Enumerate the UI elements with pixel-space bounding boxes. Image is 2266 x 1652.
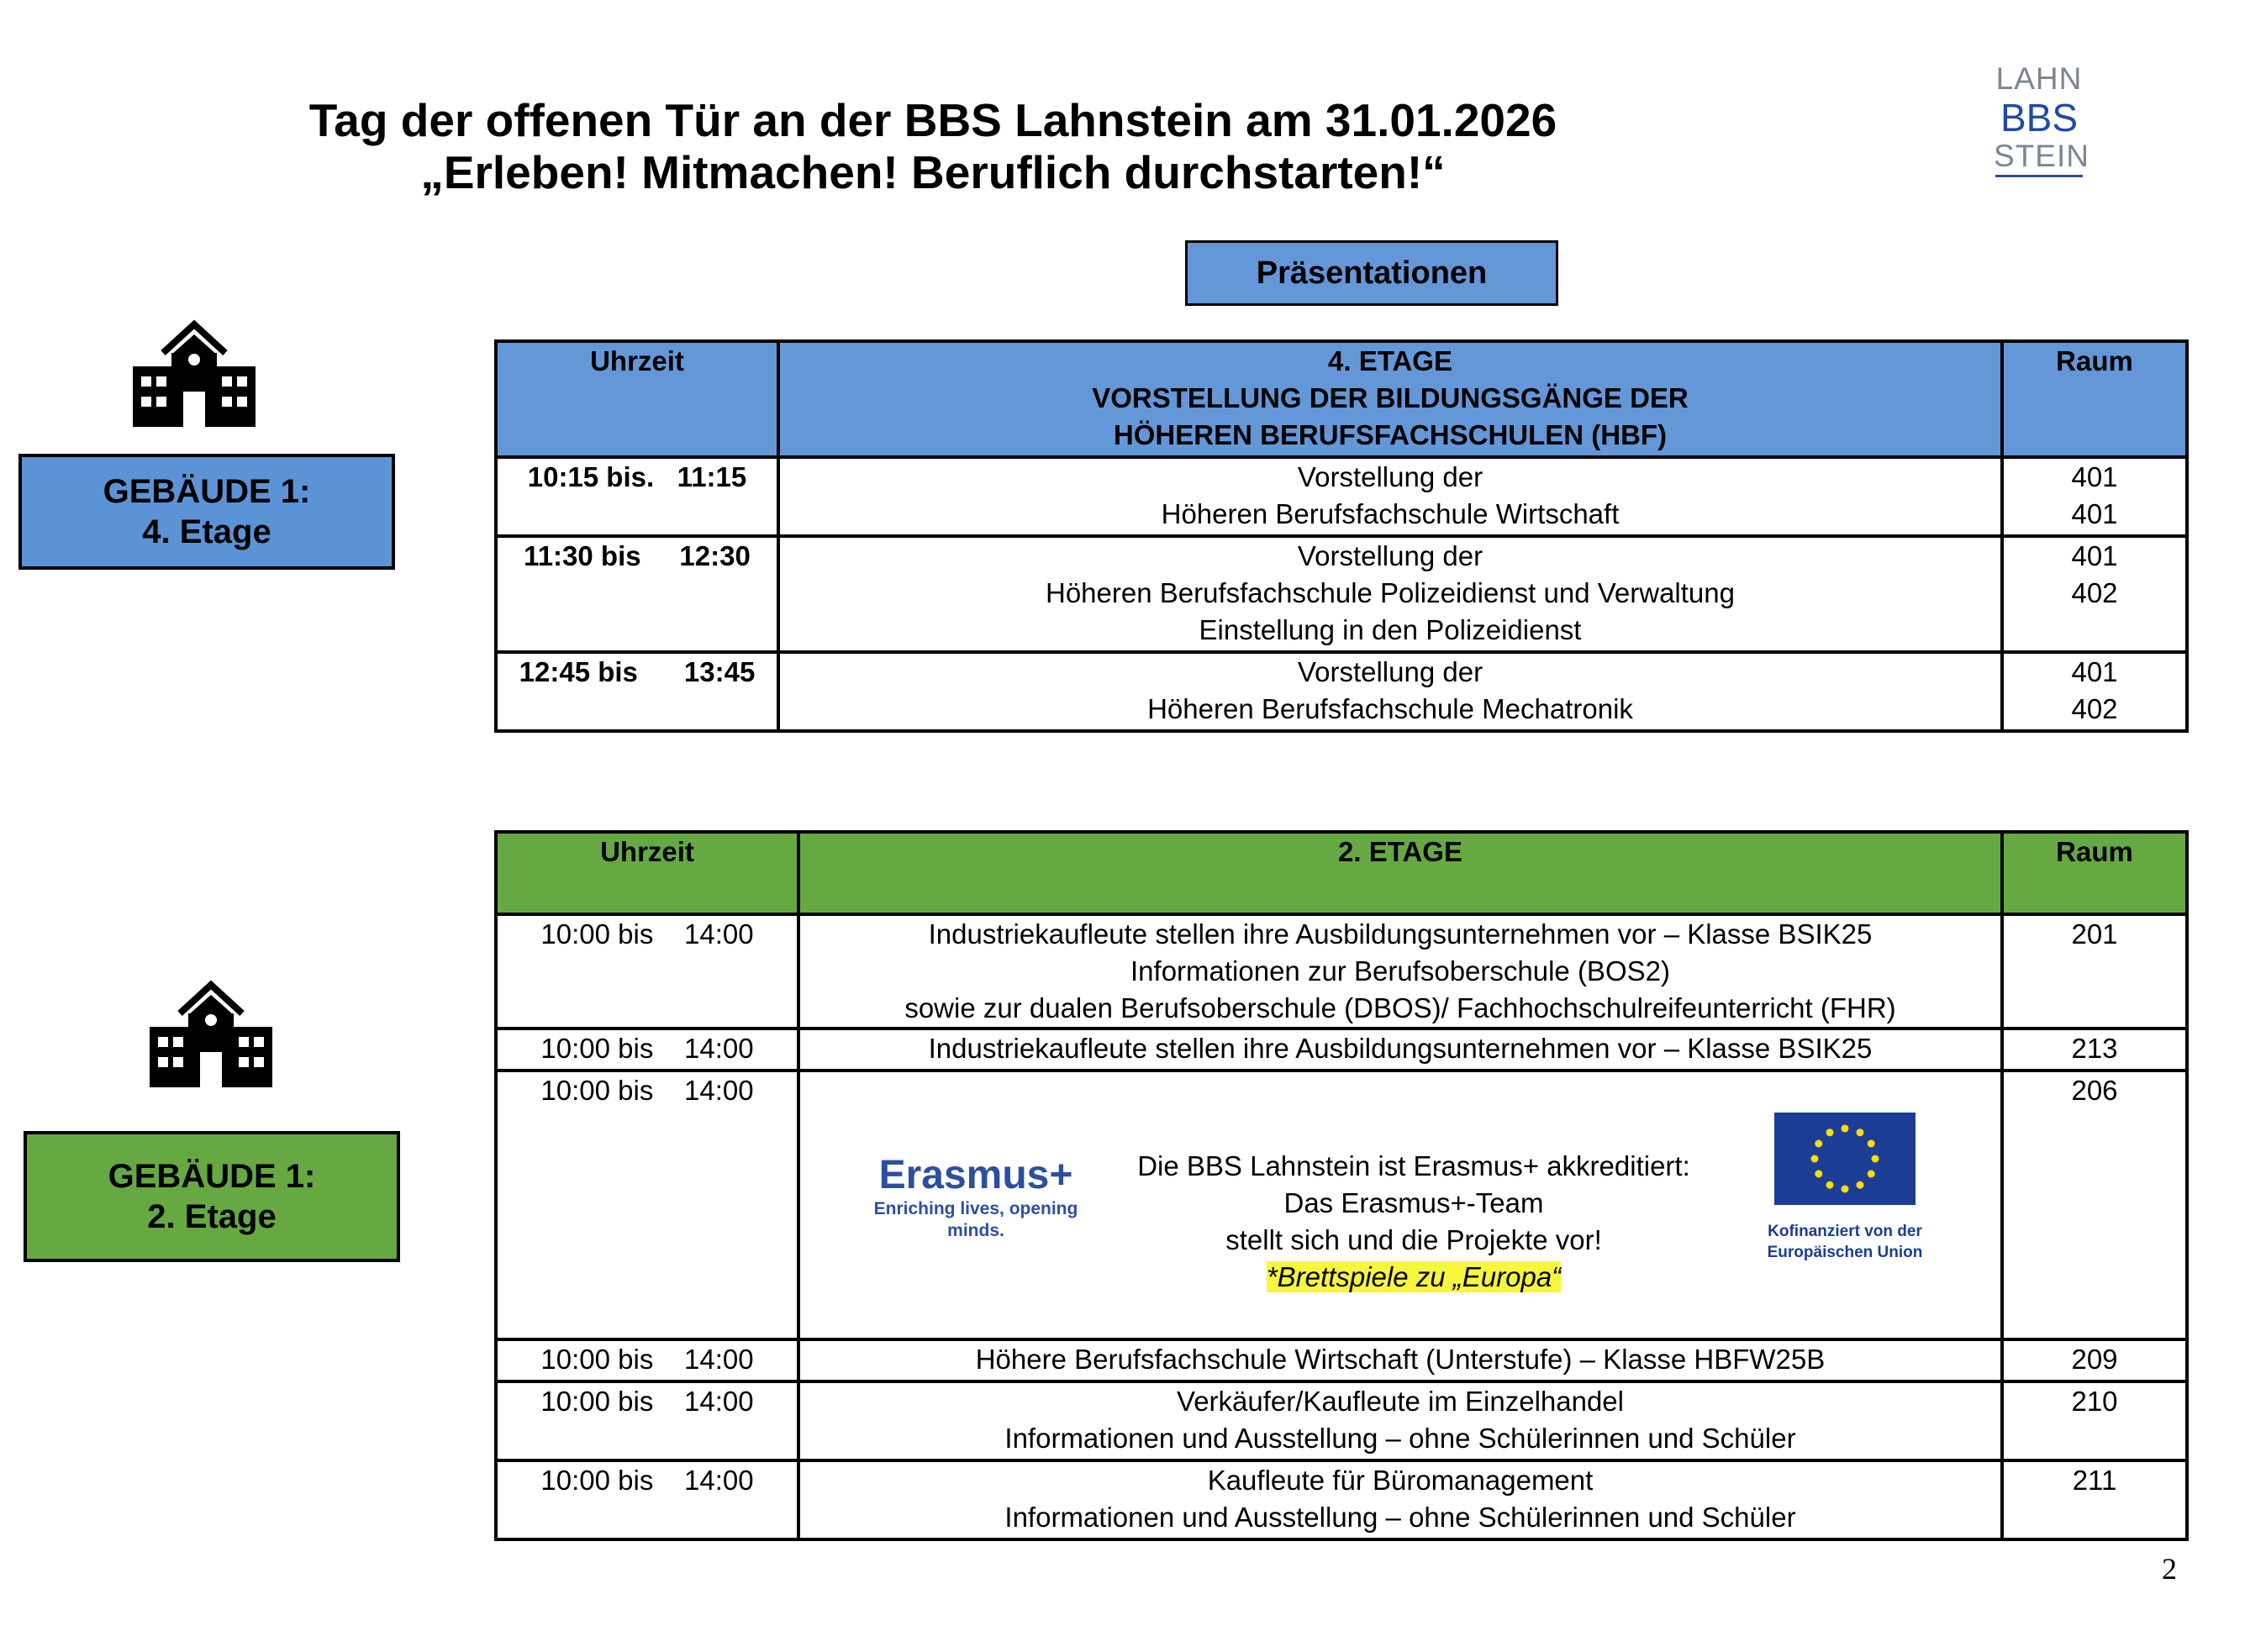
table-header-row (496, 832, 2187, 914)
description-line: Vorstellung der (1297, 540, 1483, 571)
row-room: 201 (2002, 914, 2187, 1029)
description-line: Einstellung in den Polizeidienst (1199, 614, 1582, 645)
header-floor-title (778, 341, 2002, 457)
row-description (798, 1381, 2002, 1460)
description-line: stellt sich und die Projekte vor! (1225, 1224, 1602, 1255)
room-number: 401 (2071, 461, 2118, 492)
header-time: Uhrzeit (496, 832, 798, 914)
row-room: 209 (2002, 1339, 2187, 1381)
room-number: 401 (2071, 498, 2118, 529)
building-label-line2: 4. Etage (142, 513, 271, 550)
table-row (496, 914, 2187, 1029)
eu-star (1826, 1181, 1834, 1189)
building-label-floor4 (18, 454, 395, 570)
eu-star (1872, 1155, 1879, 1163)
row-time: 10:00 bis 14:00 (496, 1460, 798, 1539)
table-header-row (496, 341, 2187, 457)
header-floor-title: 2. ETAGE (798, 832, 2002, 914)
row-room: 211 (2002, 1460, 2187, 1539)
row-time: 11:30 bis 12:30 (496, 536, 778, 652)
table-row-erasmus (496, 1071, 2187, 1339)
row-description (798, 914, 2002, 1029)
row-time: 10:00 bis 14:00 (496, 1029, 798, 1071)
school-building-icon (148, 976, 274, 1087)
school-logo (1994, 61, 2089, 177)
row-description (798, 1071, 2002, 1339)
row-room (2002, 652, 2187, 731)
description-line: Informationen zur Berufsoberschule (BOS2) (1130, 955, 1670, 986)
description-line: sowie zur dualen Berufsoberschule (DBOS)/ Fachhochschulreifeunterricht (FHR) (904, 992, 1896, 1023)
eu-star (1815, 1171, 1822, 1178)
eu-star (1857, 1181, 1864, 1189)
description-line: Die BBS Lahnstein ist Erasmus+ akkreditiert: (1137, 1150, 1690, 1181)
table-row (496, 1339, 2187, 1381)
page-number: 2 (2162, 1552, 2177, 1586)
eu-star (1826, 1129, 1834, 1136)
eu-cofunding-logo (1757, 1113, 1933, 1263)
row-room (2002, 536, 2187, 652)
logo-underline (1995, 175, 2083, 177)
description-line: Informationen und Ausstellung – ohne Schülerinnen und Schüler (1004, 1502, 1796, 1533)
header-room: Raum (2002, 341, 2187, 457)
eu-star (1868, 1140, 1875, 1148)
building-label-line2: 2. Etage (147, 1198, 277, 1235)
presentations-label: Präsentationen (1185, 240, 1558, 306)
table-row (496, 457, 2187, 536)
logo-line-3: STEIN (1994, 139, 2089, 173)
eu-caption-line: Kofinanziert von der (1768, 1223, 1922, 1240)
building-label-line1: GEBÄUDE 1: (103, 473, 311, 510)
eu-star (1868, 1171, 1875, 1178)
eu-star (1857, 1129, 1864, 1136)
erasmus-block (800, 1072, 2000, 1338)
table-row (496, 536, 2187, 652)
eu-caption (1757, 1221, 1933, 1263)
highlighted-note: *Brettspiele zu „Europa“ (1266, 1261, 1562, 1292)
description-line: Industriekaufleute stellen ihre Ausbildungsunternehmen vor – Klasse BSIK25 (928, 918, 1873, 950)
description-line: Verkäufer/Kaufleute im Einzelhandel (1177, 1386, 1624, 1417)
eu-star (1842, 1186, 1849, 1193)
logo-line-2: BBS (2000, 96, 2079, 139)
erasmus-logo-tagline: Enriching lives, opening minds. (873, 1199, 1078, 1240)
description-line: Vorstellung der (1297, 656, 1483, 687)
school-building-icon (131, 316, 257, 427)
row-time: 12:45 bis 13:45 (496, 652, 778, 731)
description-line: Höheren Berufsfachschule Wirtschaft (1161, 498, 1620, 529)
description-line: Das Erasmus+-Team (1283, 1187, 1544, 1218)
row-time: 10:00 bis 14:00 (496, 1339, 798, 1381)
header-time: Uhrzeit (496, 341, 778, 457)
row-room: 206 (2002, 1071, 2187, 1339)
eu-star (1811, 1155, 1819, 1163)
title-line-1: Tag der offenen Tür an der BBS Lahnstein am 31.01.2026 (308, 94, 1557, 146)
room-number: 402 (2071, 693, 2118, 724)
row-room: 213 (2002, 1029, 2187, 1071)
room-number: 401 (2071, 656, 2118, 687)
page-title (252, 94, 1614, 198)
table-row (496, 1460, 2187, 1539)
building-label-floor2 (24, 1131, 400, 1262)
room-number: 402 (2071, 577, 2118, 608)
row-description: Industriekaufleute stellen ihre Ausbildungsunternehmen vor – Klasse BSIK25 (798, 1029, 2002, 1071)
row-description (798, 1460, 2002, 1539)
header-title-line: VORSTELLUNG DER BILDUNGSGÄNGE DER (1092, 382, 1689, 413)
schedule-table-floor2 (494, 830, 2189, 1541)
row-description: Höhere Berufsfachschule Wirtschaft (Unterstufe) – Klasse HBFW25B (798, 1339, 2002, 1381)
description-line: Informationen und Ausstellung – ohne Schülerinnen und Schüler (1004, 1423, 1796, 1454)
table-row (496, 1381, 2187, 1460)
table-row (496, 1029, 2187, 1071)
description-line: Höheren Berufsfachschule Polizeidienst und Verwaltung (1045, 577, 1735, 608)
description-line: Kaufleute für Büromanagement (1207, 1465, 1594, 1496)
description-line: Vorstellung der (1297, 461, 1483, 492)
header-room: Raum (2002, 832, 2187, 914)
building-label-line1: GEBÄUDE 1: (108, 1158, 316, 1195)
erasmus-logo-name: Erasmus+ (878, 1153, 1073, 1197)
row-time: 10:15 bis. 11:15 (496, 457, 778, 536)
header-title-line: 4. ETAGE (1328, 345, 1452, 376)
row-description (778, 536, 2002, 652)
table-row (496, 652, 2187, 731)
title-line-2: „Erleben! Mitmachen! Beruflich durchstarten!“ (420, 146, 1446, 198)
eu-star (1842, 1125, 1849, 1133)
description-line: Höheren Berufsfachschule Mechatronik (1147, 693, 1633, 724)
row-room (2002, 457, 2187, 536)
row-room: 210 (2002, 1381, 2187, 1460)
logo-line-1: LAHN (1995, 61, 2083, 96)
row-description (778, 457, 2002, 536)
row-description (778, 652, 2002, 731)
erasmus-logo (846, 1153, 1106, 1242)
row-time: 10:00 bis 14:00 (496, 914, 798, 1029)
erasmus-text (1120, 1148, 1708, 1296)
schedule-table-floor4 (494, 339, 2189, 733)
eu-caption-line: Europäischen Union (1767, 1244, 1923, 1261)
room-number: 401 (2071, 540, 2118, 571)
row-time: 10:00 bis 14:00 (496, 1071, 798, 1339)
eu-flag-icon (1774, 1113, 1916, 1205)
header-title-line: HÖHEREN BERUFSFACHSCHULEN (HBF) (1113, 419, 1668, 450)
row-time: 10:00 bis 14:00 (496, 1381, 798, 1460)
eu-star (1815, 1140, 1822, 1148)
